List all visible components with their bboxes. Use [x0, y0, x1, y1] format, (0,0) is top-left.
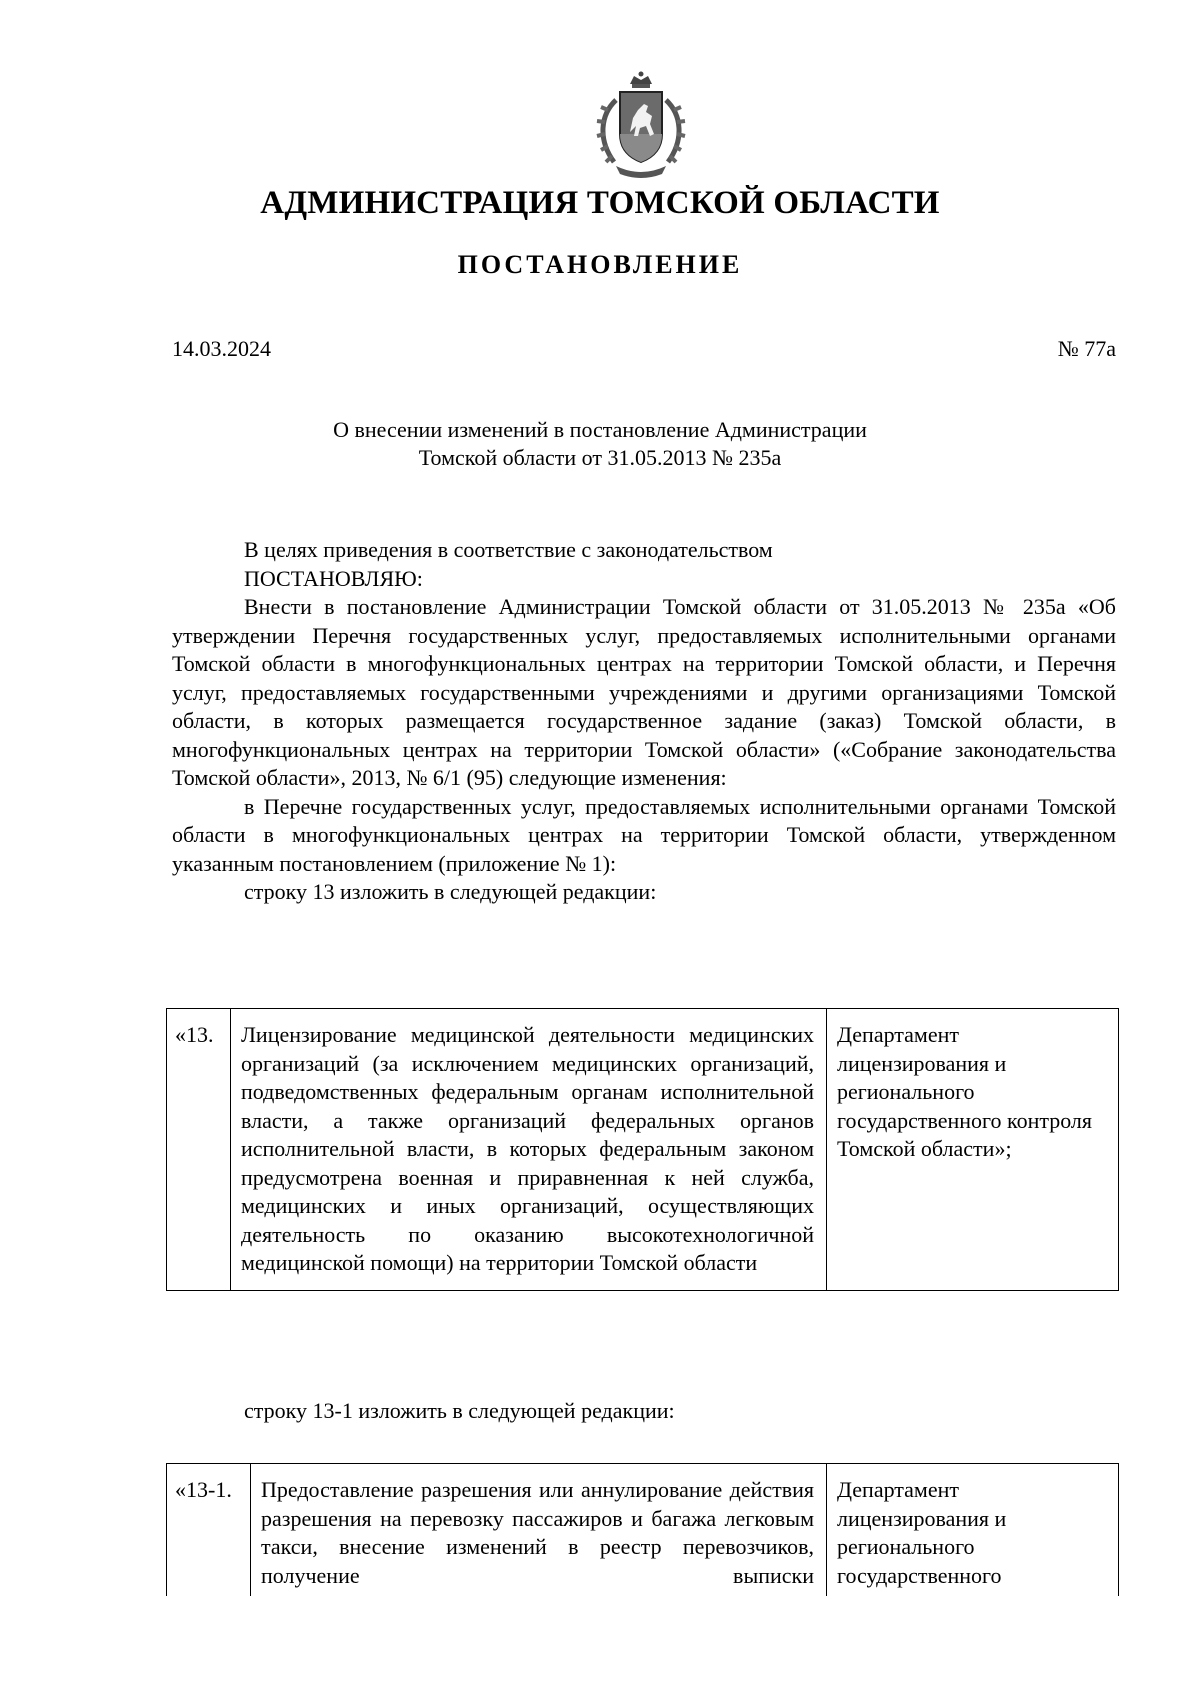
- paragraph-resolve: ПОСТАНОВЛЯЮ:: [244, 565, 423, 591]
- document-subject: [0, 416, 1200, 472]
- row-number: «13.: [167, 1009, 231, 1291]
- service-description: Лицензирование медицинской деятельности медицинских организаций (за исключением медицинских организаций, подведомственных федеральным органам исполнительной власти, а также организаций федеральных органов исполнительной власти, в которых федеральным законом предусмотрена военная и приравненная к ней служба, медицинских и иных организаций, осуществляющих деятельность по оказанию высокотехнологичной медицинской помощи) на территории Томской области: [231, 1009, 827, 1291]
- service-description: Предоставление разрешения или аннулирование действия разрешения на перевозку пассажиров и багажа легковым такси, внесение изменений в реестр перевозчиков, получение выписки: [251, 1464, 827, 1597]
- document-type: ПОСТАНОВЛЕНИЕ: [457, 250, 743, 279]
- row-number: «13-1.: [167, 1464, 251, 1597]
- table-row: [167, 1009, 1119, 1291]
- organization-title: АДМИНИСТРАЦИЯ ТОМСКОЙ ОБЛАСТИ: [260, 185, 940, 221]
- document-body: [172, 536, 1116, 907]
- subject-line: О внесении изменений в постановление Администрации: [333, 417, 867, 442]
- document-number: № 77а: [1057, 336, 1116, 361]
- paragraph: в Перечне государственных услуг, предоставляемых исполнительными органами Томской области в многофункциональных центрах на территории Томской области, утвержденном указанным постановлением (приложение № 1):: [172, 793, 1116, 876]
- responsible-organization: Департамент лицензирования и регионального государственного: [827, 1464, 1119, 1597]
- subject-line: Томской области от 31.05.2013 № 235а: [418, 445, 782, 470]
- responsible-organization: Департамент лицензирования и регионального государственного контроля Томской области»;: [827, 1009, 1119, 1291]
- service-table-row-13: [166, 1008, 1119, 1291]
- tomsk-oblast-coat-of-arms-icon: [586, 70, 696, 182]
- paragraph: Внести в постановление Администрации Томской области от 31.05.2013 № 235а «Об утверждении Перечня государственных услуг, предоставляемых исполнительными органами Томской области в многофункциональных центрах на территории Томской области, и Перечня услуг, предоставляемых государственными учреждениями и другими организациями Томской области, в которых размещается государственное задание (заказ) Томской области, в многофункциональных центрах на территории Томской области» («Собрание законодательства Томской области», 2013, № 6/1 (95) следующие изменения:: [172, 594, 1116, 790]
- document-date: 14.03.2024: [172, 336, 271, 361]
- paragraph: строку 13 изложить в следующей редакции:: [244, 879, 657, 904]
- paragraph: В целях приведения в соответствие с законодательством: [244, 537, 773, 562]
- table-row: [167, 1464, 1119, 1597]
- service-table-row-13-1: [166, 1463, 1119, 1596]
- paragraph: строку 13-1 изложить в следующей редакции:: [244, 1398, 675, 1423]
